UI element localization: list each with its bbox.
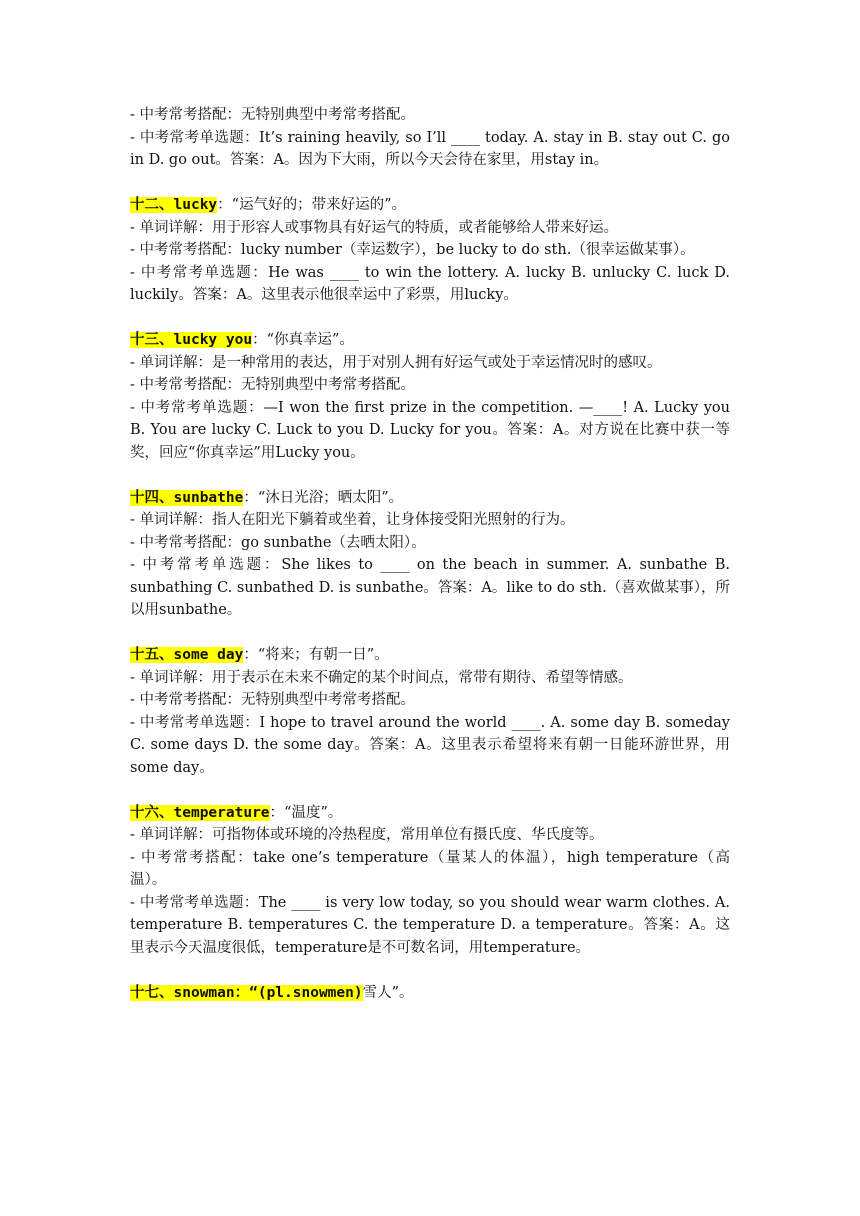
entry-13 [130, 329, 730, 464]
entry-word: sunbathe [173, 489, 244, 506]
entry-question: - 中考常考单选题：She likes to ____ on the beach in summer. A. sunbathe B. sunbathing C. sunbathed D. is sunbathe。答案：A。like to do sth.（喜欢做某事），所以用sunbathe。 [130, 557, 730, 618]
entry-detail: - 单词详解：用于形容人或事物具有好运气的特质，或者能够给人带来好运。 [130, 219, 619, 236]
entry-number: 十六、 [130, 804, 174, 821]
entry-heading [130, 982, 730, 1005]
entry-heading [130, 644, 730, 667]
entry-word: snowman：“(pl.snowmen) [173, 984, 363, 1001]
entry-collocation: - 中考常考搭配：take one’s temperature（量某人的体温），high temperature（高温）。 [130, 849, 730, 888]
entry-word: some day [173, 647, 244, 663]
entry-meaning: ：“将来；有朝一日”。 [243, 647, 389, 663]
entry-word: lucky you [173, 332, 253, 348]
entry-number: 十三、 [130, 332, 174, 348]
entry-question: - 中考常考单选题：He was ____ to win the lottery. A. lucky B. unlucky C. luck D. luckily。答案：A。这里表示他很幸运中了彩票，用lucky。 [130, 264, 730, 303]
entry-number: 十五、 [130, 647, 174, 663]
entry-detail: - 单词详解：是一种常用的表达，用于对别人拥有好运气或处于幸运情况时的感叹。 [130, 354, 662, 371]
entry-number: 十二、 [130, 197, 174, 213]
entry-collocation: - 中考常考搭配：lucky number（幸运数字），be lucky to do sth.（很幸运做某事）。 [130, 242, 695, 258]
entry-heading [130, 329, 730, 352]
entry-word: lucky [173, 197, 218, 213]
entry-meaning: ：“运气好的；带来好运的”。 [217, 197, 406, 213]
entry-detail: - 单词详解：可指物体或环境的冷热程度，常用单位有摄氏度、华氏度等。 [130, 827, 604, 843]
entry-collocation: - 中考常考搭配：无特别典型中考常考搭配。 [130, 377, 416, 393]
entry-heading [130, 802, 730, 825]
entry-question: - 中考常考单选题：—I won the first prize in the competition. —____! A. Lucky you B. You are lucky C. Luck to you D. Lucky for you。答案：A。对方说在比赛中获一等奖，回应“你真幸运”用Lucky you。 [130, 399, 730, 461]
entry-meaning: ：“沐日光浴；晒太阳”。 [243, 489, 404, 506]
entry-collocation: - 中考常考搭配：无特别典型中考常考搭配。 [130, 692, 416, 708]
entry-word: temperature [173, 804, 270, 821]
entry-14 [130, 487, 730, 622]
entry-question: - 中考常考单选题：The ____ is very low today, so you should wear warm clothes. A. temperature B. temperatures C. the temperature D. a temperature。答案：A。这里表示今天温度很低，temperature是不可数名词，用temperature。 [130, 894, 730, 956]
entry-15 [130, 644, 730, 779]
entry-meaning: ：“温度”。 [269, 804, 343, 821]
entry-number: 十七、 [130, 984, 174, 1001]
entry-detail: - 单词详解：指人在阳光下躺着或坐着，让身体接受阳光照射的行为。 [130, 512, 575, 528]
intro-collocation: - 中考常考搭配：无特别典型中考常考搭配。 [130, 107, 416, 123]
entry-16 [130, 802, 730, 960]
entry-heading [130, 194, 730, 217]
entry-meaning: ：“你真幸运”。 [252, 332, 354, 348]
document-page [130, 104, 730, 1004]
intro-question: - 中考常考单选题：It’s raining heavily, so I’ll ____ today. A. stay in B. stay out C. go in D. go out。答案：A。因为下大雨，所以今天会待在家里，用stay in。 [130, 129, 730, 168]
entry-heading [130, 487, 730, 510]
entry-number: 十四、 [130, 489, 174, 506]
entry-17 [130, 982, 730, 1005]
entry-collocation: - 中考常考搭配：go sunbathe（去晒太阳）。 [130, 534, 426, 551]
entry-12 [130, 194, 730, 307]
entry-question: - 中考常考单选题：I hope to travel around the world ____. A. some day B. someday C. some days D. the some day。答案：A。这里表示希望将来有朝一日能环游世界，用some day。 [130, 714, 730, 776]
entry-detail: - 单词详解：用于表示在未来不确定的某个时间点，常带有期待、希望等情感。 [130, 669, 633, 686]
entry-meaning: 雪人”。 [362, 984, 414, 1001]
